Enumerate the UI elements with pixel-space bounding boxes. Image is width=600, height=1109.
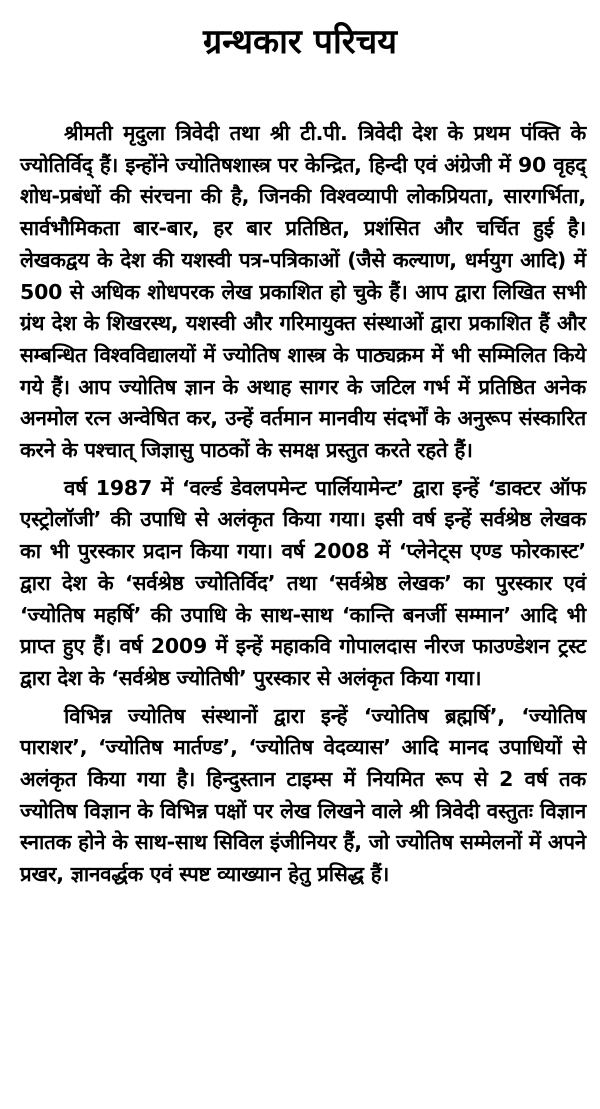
page-title: ग्रन्थकार परिचय xyxy=(203,22,397,62)
paragraph-intro: श्रीमती मृदुला त्रिवेदी तथा श्री टी.पी. त्रिवेदी देश के प्रथम पंक्ति के ज्योतिर्विद् हैं। इन्होंने ज्योतिषशास्त्र पर केन्द्रित, हिन्दी एवं अंग्रेजी में 90 वृहद् शोध-प्रबंधों की संरचना की है, जिनकी विश्वव्यापी लोकप्रियता, सारगर्भिता, सार्वभौमिकता बार-बार, हर बार प्रतिष्ठित, प्रशंसित और चर्चित हुई है। लेखकद्वय के देश की यशस्वी पत्र-पत्रिकाओं (जैसे कल्याण, धर्मयुग आदि) में 500 से अधिक शोधपरक लेख प्रकाशित हो चुके हैं। आप द्वारा लिखित सभी ग्रंथ देश के शिखरस्थ, यशस्वी और गरिमायुक्त संस्थाओं द्वारा प्रकाशित हैं और सम्बन्धित विश्वविद्यालयों में ज्योतिष शास्त्र के पाठ्यक्रम में भी सम्मिलित किये गये हैं। आप ज्योतिष ज्ञान के अथाह सागर के जटिल गर्भ में प्रतिष्ठित अनेक अनमोल रत्न अन्वेषित कर, उन्हें वर्तमान मानवीय संदर्भों के अनुरूप संस्कारित करने के पश्चात् जिज्ञासु पाठकों के समक्ष प्रस्तुत करते रहते हैं। xyxy=(20,121,586,463)
document-body xyxy=(20,118,586,897)
paragraph-awards: वर्ष 1987 में ‘वर्ल्ड डेवलपमेन्ट पार्लियामेन्ट’ द्वारा इन्हें ‘डाक्टर ऑफ एस्ट्रोलॉजी’ की उपाधि से अलंकृत किया गया। इसी वर्ष इन्हें सर्वश्रेष्ठ लेखक का भी पुरस्कार प्रदान किया गया। वर्ष 2008 में ‘प्लेनेट्स एण्ड फोरकास्ट’ द्वारा देश के ‘सर्वश्रेष्ठ ज्योतिर्विद’ तथा ‘सर्वश्रेष्ठ लेखक’ का पुरस्कार एवं ‘ज्योतिष महर्षि’ की उपाधि के साथ-साथ ‘कान्ति बनर्जी सम्मान’ आदि भी प्राप्त हुए हैं। वर्ष 2009 में इन्हें महाकवि गोपालदास नीरज फाउण्डेशन ट्रस्ट द्वारा देश के ‘सर्वश्रेष्ठ ज्योतिषी’ पुरस्कार से अलंकृत किया गया। xyxy=(20,475,586,690)
paragraph-honorary-titles: विभिन्न ज्योतिष संस्थानों द्वारा इन्हें ‘ज्योतिष ब्रह्मर्षि’, ‘ज्योतिष पाराशर’, ‘ज्योतिष मार्तण्ड’, ‘ज्योतिष वेदव्यास’ आदि मानद उपाधियों से अलंकृत किया गया है। हिन्दुस्तान टाइम्स में नियमित रूप से 2 वर्ष तक ज्योतिष विज्ञान के विभिन्न पक्षों पर लेख लिखने वाले श्री त्रिवेदी वस्तुतः विज्ञान स्नातक होने के साथ-साथ सिविल इंजीनियर हैं, जो ज्योतिष सम्मेलनों में अपने प्रखर, ज्ञानवर्द्धक एवं स्पष्ट व्याख्यान हेतु प्रसिद्ध हैं। xyxy=(20,703,586,887)
